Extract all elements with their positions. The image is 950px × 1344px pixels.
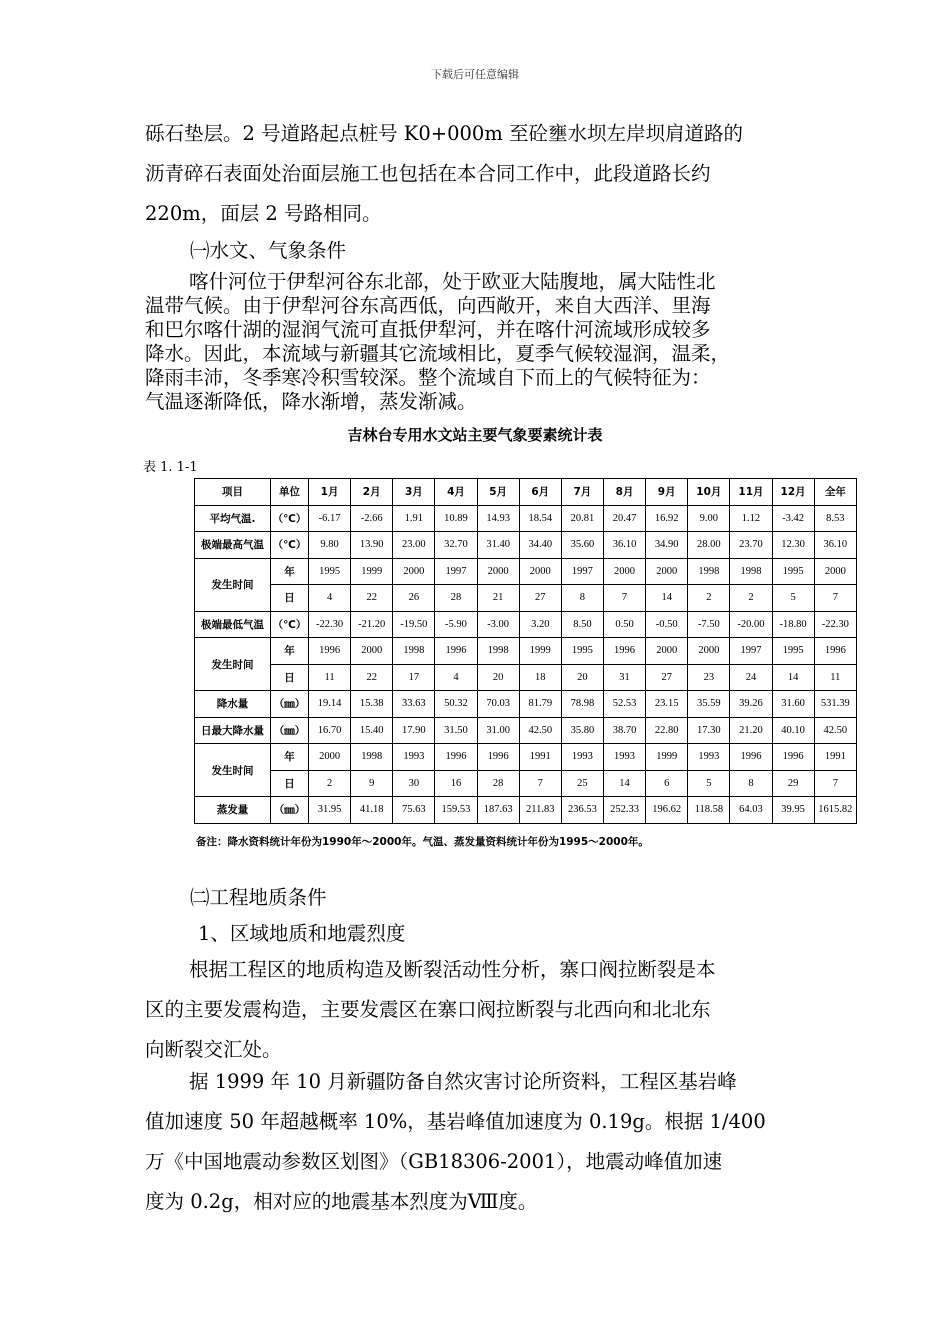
value-cell: -2.66 <box>351 505 393 532</box>
table-row <box>195 744 857 771</box>
value-cell: 42.50 <box>519 717 561 744</box>
row-label: 发生时间 <box>195 558 271 611</box>
value-cell: 78.98 <box>561 691 603 718</box>
row-label: 平均气温. <box>195 505 271 532</box>
value-cell: 1998 <box>393 638 435 665</box>
value-cell: 1615.82 <box>814 797 856 824</box>
value-cell: 1995 <box>772 638 814 665</box>
table-row <box>195 505 857 532</box>
unit-cell: 年 <box>271 744 309 771</box>
value-cell: 22 <box>351 585 393 612</box>
text-line: 度为 0.2g，相对应的地震基本烈度为Ⅷ度。 <box>145 1190 538 1213</box>
text-line: 降水。因此，本流域与新疆其它流域相比，夏季气候较湿润，温柔， <box>145 342 731 365</box>
value-cell: 20 <box>561 664 603 691</box>
value-cell: 187.63 <box>477 797 519 824</box>
month-header: 12月 <box>772 479 814 506</box>
unit-cell: （㎜） <box>271 797 309 824</box>
value-cell: 17.90 <box>393 717 435 744</box>
value-cell: 7 <box>603 585 645 612</box>
value-cell: 25 <box>561 770 603 797</box>
value-cell: 2 <box>309 770 351 797</box>
row-label: 极端最低气温 <box>195 611 271 638</box>
value-cell: 1997 <box>561 558 603 585</box>
value-cell: 1996 <box>730 744 772 771</box>
value-cell: 13.90 <box>351 532 393 559</box>
table-row <box>195 797 857 824</box>
text-line: 万《中国地震动参数区划图》（GB18306-2001），地震动峰值加速 <box>145 1150 723 1173</box>
value-cell: 1995 <box>772 558 814 585</box>
value-cell: 41.18 <box>351 797 393 824</box>
value-cell: 8.50 <box>561 611 603 638</box>
value-cell: 52.53 <box>603 691 645 718</box>
text-line: 温带气候。由于伊犁河谷东高西低，向西敞开，来自大西洋、里海 <box>145 294 711 317</box>
value-cell: 2000 <box>646 638 688 665</box>
value-cell: 23 <box>688 664 730 691</box>
value-cell: 118.58 <box>688 797 730 824</box>
value-cell: 1991 <box>519 744 561 771</box>
month-header: 9月 <box>646 479 688 506</box>
value-cell: 9.80 <box>309 532 351 559</box>
month-header: 4月 <box>435 479 477 506</box>
row-label: 降水量 <box>195 691 271 718</box>
value-cell: 1998 <box>351 744 393 771</box>
row-label: 发生时间 <box>195 638 271 691</box>
value-cell: 1998 <box>688 558 730 585</box>
value-cell: 17 <box>393 664 435 691</box>
row-label: 日最大降水量 <box>195 717 271 744</box>
value-cell: 28 <box>477 770 519 797</box>
value-cell: 236.53 <box>561 797 603 824</box>
text-line: 沥青碎石表面处治面层施工也包括在本合同工作中，此段道路长约 <box>145 162 711 185</box>
table-row <box>195 638 857 665</box>
value-cell: 1996 <box>772 744 814 771</box>
value-cell: 30 <box>393 770 435 797</box>
value-cell: 20 <box>477 664 519 691</box>
text-line: 向断裂交汇处。 <box>145 1038 282 1061</box>
value-cell: 1996 <box>814 638 856 665</box>
value-cell: -5.90 <box>435 611 477 638</box>
text-line: 喀什河位于伊犁河谷东北部，处于欧亚大陆腹地，属大陆性北 <box>189 270 716 293</box>
paragraph-acceleration <box>145 1062 810 1222</box>
section-heading-geology: ㈡工程地质条件 <box>190 886 327 909</box>
value-cell: 2 <box>688 585 730 612</box>
value-cell: 31.40 <box>477 532 519 559</box>
value-cell: 1993 <box>688 744 730 771</box>
month-header: 2月 <box>351 479 393 506</box>
value-cell: 35.80 <box>561 717 603 744</box>
paragraph-climate <box>145 270 810 414</box>
value-cell: 11 <box>814 664 856 691</box>
unit-cell: （㎜） <box>271 717 309 744</box>
value-cell: -22.30 <box>309 611 351 638</box>
table-row <box>195 691 857 718</box>
value-cell: 7 <box>814 770 856 797</box>
month-header: 8月 <box>603 479 645 506</box>
unit-cell: 日 <box>271 585 309 612</box>
value-cell: 16 <box>435 770 477 797</box>
value-cell: 10.89 <box>435 505 477 532</box>
text-line: 值加速度 50 年超越概率 10%，基岩峰值加速度为 0.19g。根据 1/400 <box>145 1110 766 1133</box>
value-cell: 33.63 <box>393 691 435 718</box>
month-header: 11月 <box>730 479 772 506</box>
value-cell: 16.70 <box>309 717 351 744</box>
value-cell: 2000 <box>646 558 688 585</box>
value-cell: 14.93 <box>477 505 519 532</box>
value-cell: -7.50 <box>688 611 730 638</box>
value-cell: 70.03 <box>477 691 519 718</box>
value-cell: 1998 <box>477 638 519 665</box>
unit-cell: 日 <box>271 664 309 691</box>
value-cell: 1999 <box>519 638 561 665</box>
unit-cell: （℃） <box>271 532 309 559</box>
value-cell: 8.53 <box>814 505 856 532</box>
page-header: 下载后可任意编辑 <box>431 68 519 81</box>
value-cell: 5 <box>688 770 730 797</box>
value-cell: 1993 <box>393 744 435 771</box>
value-cell: 29 <box>772 770 814 797</box>
table-row <box>195 532 857 559</box>
value-cell: 1995 <box>561 638 603 665</box>
table-header-row <box>195 479 857 506</box>
value-cell: 1993 <box>603 744 645 771</box>
value-cell: 1996 <box>435 638 477 665</box>
table-row <box>195 717 857 744</box>
value-cell: 18.54 <box>519 505 561 532</box>
value-cell: 28 <box>435 585 477 612</box>
text-line: 降雨丰沛，冬季寒冷积雪较深。整个流域自下而上的气候特征为： <box>145 366 711 389</box>
value-cell: 39.95 <box>772 797 814 824</box>
value-cell: 2 <box>730 585 772 612</box>
value-cell: 14 <box>603 770 645 797</box>
table-row <box>195 611 857 638</box>
value-cell: 15.40 <box>351 717 393 744</box>
value-cell: 21 <box>477 585 519 612</box>
value-cell: 23.15 <box>646 691 688 718</box>
text-line: 220m，面层 2 号路相同。 <box>145 202 382 225</box>
value-cell: 12.30 <box>772 532 814 559</box>
value-cell: -0.50 <box>646 611 688 638</box>
value-cell: 7 <box>519 770 561 797</box>
value-cell: 1999 <box>646 744 688 771</box>
value-cell: 211.83 <box>519 797 561 824</box>
unit-cell: 年 <box>271 638 309 665</box>
month-header: 1月 <box>309 479 351 506</box>
value-cell: 1999 <box>351 558 393 585</box>
value-cell: 2000 <box>477 558 519 585</box>
month-header: 3月 <box>393 479 435 506</box>
value-cell: -21.20 <box>351 611 393 638</box>
value-cell: 50.32 <box>435 691 477 718</box>
value-cell: -3.00 <box>477 611 519 638</box>
header-cell: 项目 <box>195 479 271 506</box>
row-label: 发生时间 <box>195 744 271 797</box>
value-cell: 22.80 <box>646 717 688 744</box>
value-cell: 34.90 <box>646 532 688 559</box>
table-row <box>195 664 857 691</box>
value-cell: -22.30 <box>814 611 856 638</box>
month-header: 5月 <box>477 479 519 506</box>
value-cell: 31.50 <box>435 717 477 744</box>
value-cell: 23.00 <box>393 532 435 559</box>
subsection-heading-seismic: 1、区域地质和地震烈度 <box>198 922 406 945</box>
table-row <box>195 585 857 612</box>
value-cell: 1996 <box>435 744 477 771</box>
unit-cell: 年 <box>271 558 309 585</box>
value-cell: -3.42 <box>772 505 814 532</box>
value-cell: 27 <box>519 585 561 612</box>
value-cell: 0.50 <box>603 611 645 638</box>
value-cell: 2000 <box>814 558 856 585</box>
value-cell: 8 <box>561 585 603 612</box>
value-cell: 64.03 <box>730 797 772 824</box>
value-cell: 40.10 <box>772 717 814 744</box>
value-cell: 27 <box>646 664 688 691</box>
value-cell: 75.63 <box>393 797 435 824</box>
value-cell: 1996 <box>309 638 351 665</box>
value-cell: 15.38 <box>351 691 393 718</box>
value-cell: 1.12 <box>730 505 772 532</box>
value-cell: 6 <box>646 770 688 797</box>
value-cell: 196.62 <box>646 797 688 824</box>
value-cell: 23.70 <box>730 532 772 559</box>
value-cell: 38.70 <box>603 717 645 744</box>
month-header: 6月 <box>519 479 561 506</box>
value-cell: 21.20 <box>730 717 772 744</box>
value-cell: 531.39 <box>814 691 856 718</box>
value-cell: 19.14 <box>309 691 351 718</box>
value-cell: 4 <box>309 585 351 612</box>
value-cell: -20.00 <box>730 611 772 638</box>
value-cell: -6.17 <box>309 505 351 532</box>
value-cell: 9 <box>351 770 393 797</box>
value-cell: 1996 <box>603 638 645 665</box>
weather-stats-table <box>194 478 857 824</box>
table-title: 吉林台专用水文站主要气象要素统计表 <box>347 426 603 444</box>
value-cell: 17.30 <box>688 717 730 744</box>
value-cell: 159.53 <box>435 797 477 824</box>
value-cell: -18.80 <box>772 611 814 638</box>
value-cell: 252.33 <box>603 797 645 824</box>
value-cell: 36.10 <box>814 532 856 559</box>
unit-cell: （㎜） <box>271 691 309 718</box>
unit-cell: （℃） <box>271 505 309 532</box>
value-cell: 22 <box>351 664 393 691</box>
value-cell: 31 <box>603 664 645 691</box>
month-header: 10月 <box>688 479 730 506</box>
value-cell: 1995 <box>309 558 351 585</box>
row-label: 极端最高气温 <box>195 532 271 559</box>
value-cell: 26 <box>393 585 435 612</box>
value-cell: 31.00 <box>477 717 519 744</box>
month-header: 全年 <box>814 479 856 506</box>
value-cell: 18 <box>519 664 561 691</box>
value-cell: 14 <box>646 585 688 612</box>
value-cell: 14 <box>772 664 814 691</box>
header-cell: 单位 <box>271 479 309 506</box>
value-cell: 32.70 <box>435 532 477 559</box>
value-cell: 1993 <box>561 744 603 771</box>
value-cell: 2000 <box>688 638 730 665</box>
value-cell: 81.79 <box>519 691 561 718</box>
table-note: 备注：降水资料统计年份为1990年～2000年。气温、蒸发量资料统计年份为1995～2000年。 <box>196 836 649 848</box>
value-cell: 2000 <box>393 558 435 585</box>
value-cell: 20.47 <box>603 505 645 532</box>
value-cell: 16.92 <box>646 505 688 532</box>
text-line: 区的主要发震构造，主要发震区在寨口阀拉断裂与北西向和北北东 <box>145 998 711 1021</box>
value-cell: 42.50 <box>814 717 856 744</box>
paragraph-road <box>145 114 810 234</box>
value-cell: 39.26 <box>730 691 772 718</box>
text-line: 和巴尔喀什湖的湿润气流可直抵伊犁河，并在喀什河流域形成较多 <box>145 318 711 341</box>
unit-cell: （℃） <box>271 611 309 638</box>
value-cell: 31.60 <box>772 691 814 718</box>
value-cell: 35.60 <box>561 532 603 559</box>
value-cell: 4 <box>435 664 477 691</box>
value-cell: -19.50 <box>393 611 435 638</box>
value-cell: 5 <box>772 585 814 612</box>
value-cell: 1998 <box>730 558 772 585</box>
value-cell: 2000 <box>603 558 645 585</box>
month-header: 7月 <box>561 479 603 506</box>
value-cell: 34.40 <box>519 532 561 559</box>
text-line: 气温逐渐降低，降水渐增，蒸发渐减。 <box>145 390 477 413</box>
value-cell: 7 <box>814 585 856 612</box>
value-cell: 1996 <box>477 744 519 771</box>
unit-cell: 日 <box>271 770 309 797</box>
section-heading-hydrology: ㈠水文、气象条件 <box>190 239 347 262</box>
value-cell: 1997 <box>730 638 772 665</box>
text-line: 根据工程区的地质构造及断裂活动性分析，寨口阀拉断裂是本 <box>189 958 716 981</box>
table-row <box>195 558 857 585</box>
value-cell: 35.59 <box>688 691 730 718</box>
value-cell: 1997 <box>435 558 477 585</box>
value-cell: 2000 <box>309 744 351 771</box>
value-cell: 20.81 <box>561 505 603 532</box>
value-cell: 1991 <box>814 744 856 771</box>
paragraph-fault <box>145 950 810 1070</box>
value-cell: 2000 <box>351 638 393 665</box>
value-cell: 31.95 <box>309 797 351 824</box>
value-cell: 2000 <box>519 558 561 585</box>
value-cell: 3.20 <box>519 611 561 638</box>
value-cell: 24 <box>730 664 772 691</box>
table-row <box>195 770 857 797</box>
value-cell: 28.00 <box>688 532 730 559</box>
value-cell: 9.00 <box>688 505 730 532</box>
value-cell: 8 <box>730 770 772 797</box>
value-cell: 11 <box>309 664 351 691</box>
text-line: 砾石垫层。2 号道路起点桩号 K0+000m 至砼壅水坝左岸坝肩道路的 <box>145 122 744 145</box>
value-cell: 1.91 <box>393 505 435 532</box>
row-label: 蒸发量 <box>195 797 271 824</box>
value-cell: 36.10 <box>603 532 645 559</box>
table-label: 表 1. 1-1 <box>143 460 198 475</box>
text-line: 据 1999 年 10 月新疆防备自然灾害讨论所资料，工程区基岩峰 <box>189 1070 737 1093</box>
